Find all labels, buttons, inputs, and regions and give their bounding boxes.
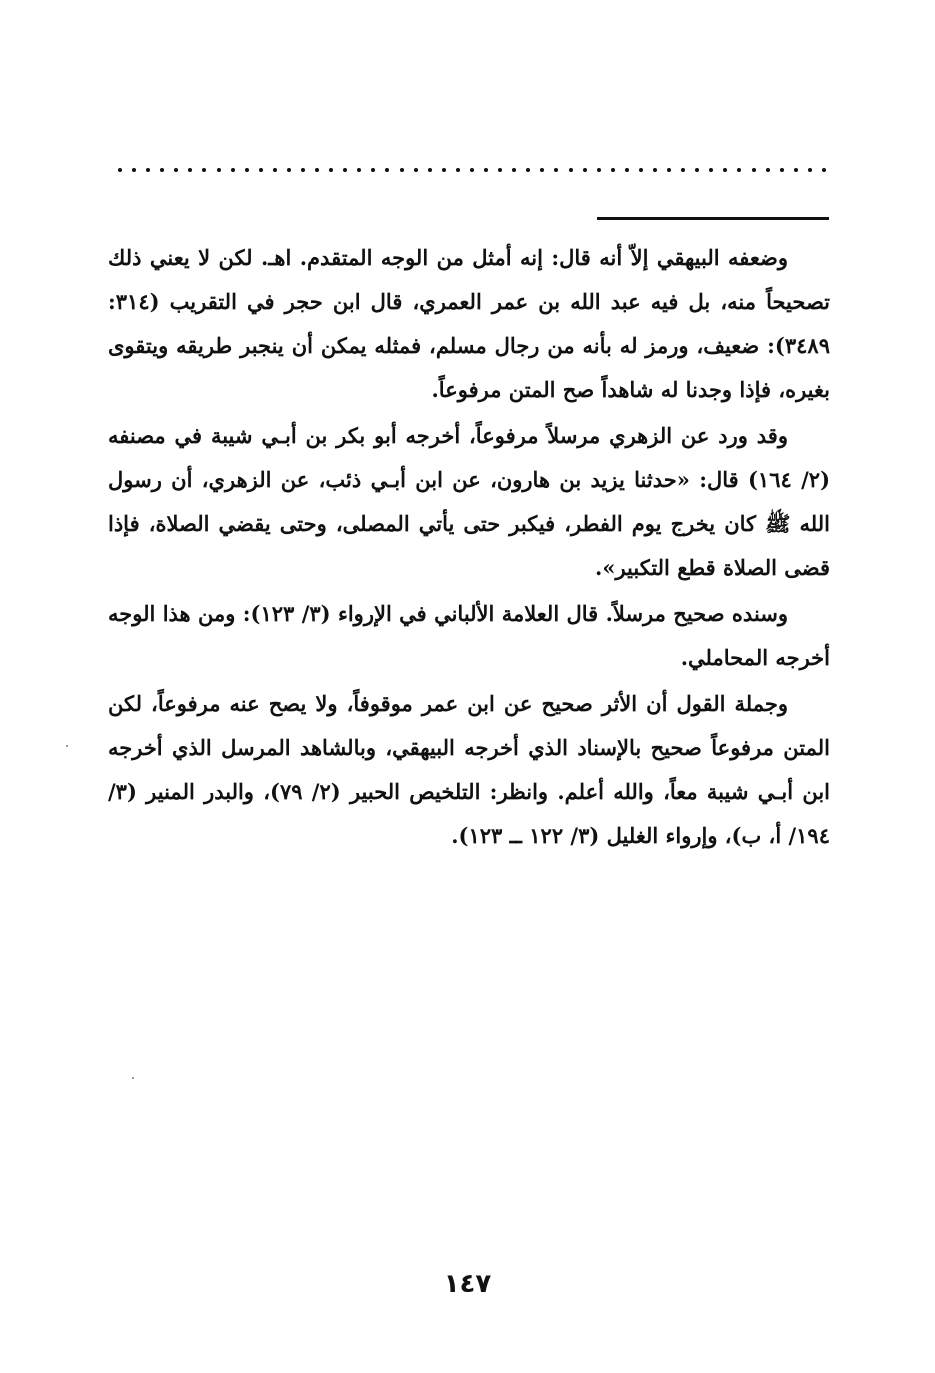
separator-dot	[231, 168, 235, 172]
separator-dot	[202, 168, 206, 172]
footnote-paragraph: وسنده صحيح مرسلاً. قال العلامة الألباني في الإرواء (٣/ ١٢٣): ومن هذا الوجه أخرجه المحاملي.	[108, 601, 830, 670]
separator-dot	[217, 168, 221, 172]
separator-dot	[484, 168, 488, 172]
separator-dot	[794, 168, 798, 172]
separator-dot	[526, 168, 530, 172]
separator-dot	[273, 168, 277, 172]
separator-dot	[400, 168, 404, 172]
separator-dot	[174, 168, 178, 172]
separator-dot	[428, 168, 432, 172]
separator-dot	[723, 168, 727, 172]
scan-speck	[66, 745, 68, 747]
separator-dot	[259, 168, 263, 172]
separator-dot	[343, 168, 347, 172]
separator-dot	[160, 168, 164, 172]
separator-dot	[752, 168, 756, 172]
separator-dot	[597, 168, 601, 172]
separator-dot	[329, 168, 333, 172]
separator-dot	[442, 168, 446, 172]
separator-dot	[301, 168, 305, 172]
separator-dot	[766, 168, 770, 172]
page-number: ١٤٧	[443, 1269, 492, 1299]
separator-dot	[414, 168, 418, 172]
separator-dot	[498, 168, 502, 172]
separator-dot	[371, 168, 375, 172]
separator-dot	[611, 168, 615, 172]
separator-dot	[188, 168, 192, 172]
separator-dot	[470, 168, 474, 172]
separator-dot	[512, 168, 516, 172]
separator-dot	[385, 168, 389, 172]
scan-speck	[132, 1077, 134, 1079]
separator-dot	[146, 168, 150, 172]
footnote-paragraph: وضعفه البيهقي إلاّ أنه قال: إنه أمثل من الوجه المتقدم. اهـ. لكن لا يعني ذلك تصحيحاً منه، بل فيه عبد الله بن عمر العمري، قال ابن حجر في التقريب (٣١٤: ٣٤٨٩): ضعيف، ورمز له بأنه من رجال مسلم، فمثله يمكن أن ينجبر طريقه ويتقوى بغيره، فإذا وجدنا له شاهداً صح المتن مرفوعاً.	[108, 245, 830, 402]
dotted-separator	[118, 160, 826, 180]
footnote-paragraph: وقد ورد عن الزهري مرسلاً مرفوعاً، أخرجه أبو بكر بن أبـي شيبة في مصنفه (٢/ ١٦٤) قال: «حدثنا يزيد بن هارون، عن ابن أبـي ذئب، عن الزهري، أن رسول الله ﷺ كان يخرج يوم الفطر، فيكبر حتى يأتي المصلى، وحتى يقضي الصلاة، فإذا قضى الصلاة قطع التكبير».	[108, 423, 830, 580]
separator-dot	[540, 168, 544, 172]
separator-dot	[695, 168, 699, 172]
separator-dot	[808, 168, 812, 172]
separator-dot	[456, 168, 460, 172]
separator-dot	[667, 168, 671, 172]
separator-dot	[569, 168, 573, 172]
separator-dot	[780, 168, 784, 172]
footnote-text	[108, 236, 830, 860]
separator-dot	[245, 168, 249, 172]
separator-dot	[653, 168, 657, 172]
separator-dot	[625, 168, 629, 172]
separator-dot	[583, 168, 587, 172]
separator-dot	[132, 168, 136, 172]
separator-dot	[681, 168, 685, 172]
separator-dot	[118, 168, 122, 172]
separator-dot	[287, 168, 291, 172]
separator-dot	[554, 168, 558, 172]
separator-dot	[639, 168, 643, 172]
separator-dot	[822, 168, 826, 172]
separator-dot	[737, 168, 741, 172]
separator-dot	[357, 168, 361, 172]
footnote-paragraph: وجملة القول أن الأثر صحيح عن ابن عمر موقوفاً، ولا يصح عنه مرفوعاً، لكن المتن مرفوعاً صحيح بالإسناد الذي أخرجه البيهقي، وبالشاهد المرسل الذي أخرجه ابن أبـي شيبة معاً، والله أعلم. وانظر: التلخيص الحبير (٢/ ٧٩)، والبدر المنير (٣/ ١٩٤/ أ، ب)، وإرواء الغليل (٣/ ١٢٢ ــ ١٢٣).	[108, 691, 830, 848]
separator-dot	[709, 168, 713, 172]
footnote-rule	[597, 217, 829, 220]
separator-dot	[315, 168, 319, 172]
